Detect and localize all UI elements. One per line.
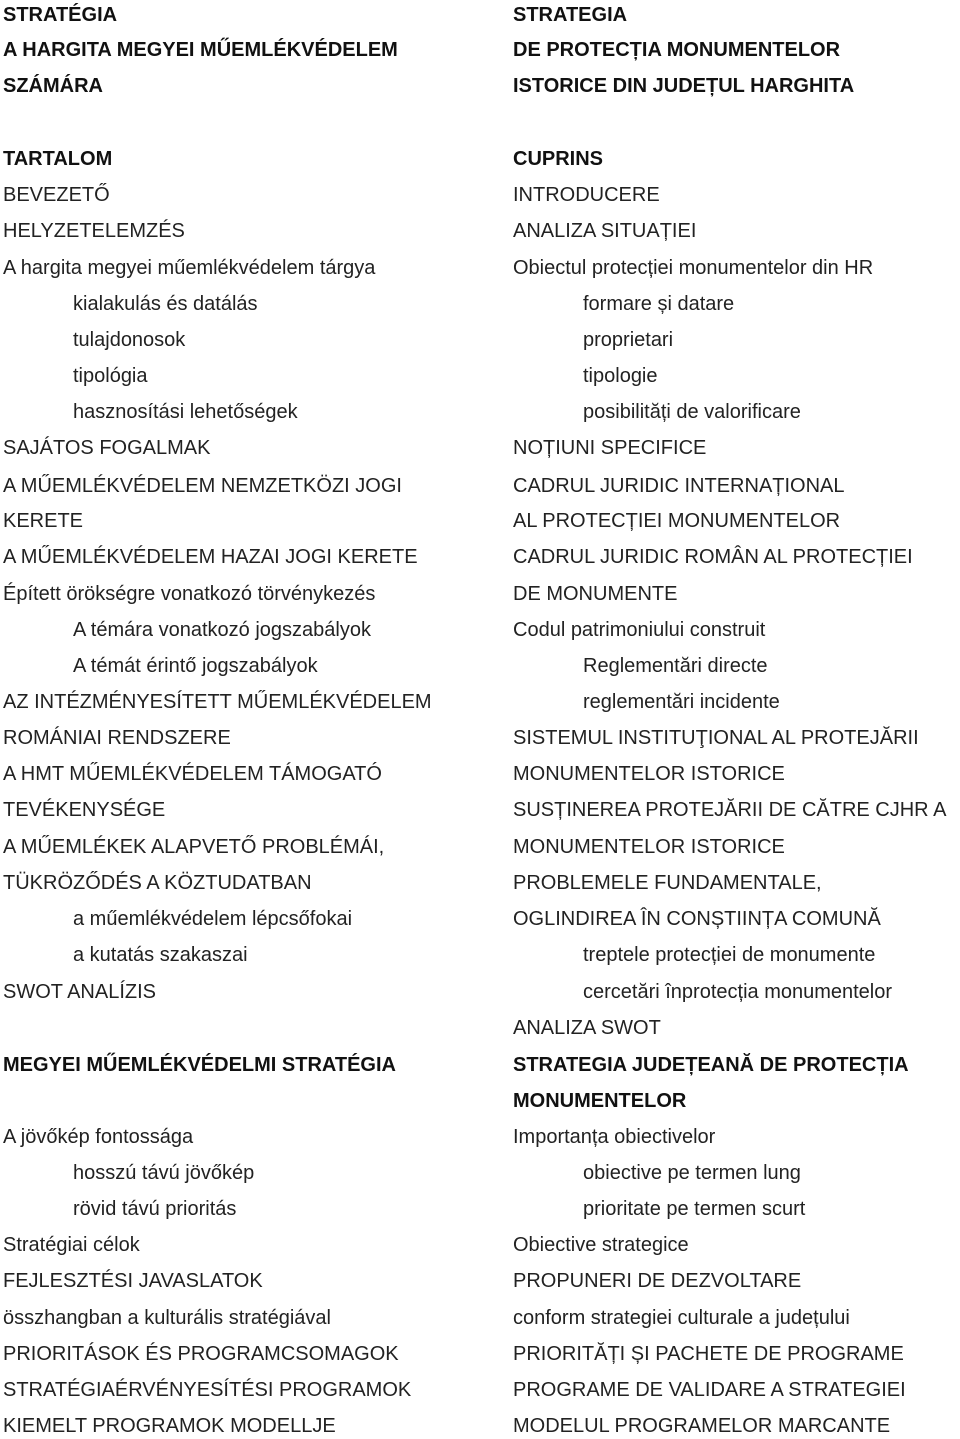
toc-entry-romaniai-rendszere: ROMÁNIAI RENDSZERE bbox=[3, 727, 231, 749]
toc-entry-propuneri-de-dezvoltare: PROPUNERI DE DEZVOLTARE bbox=[513, 1270, 802, 1292]
toc-entry-cercetari-inprotectia-monumentelor: cercetări înprotecția monumentelor bbox=[583, 981, 893, 1003]
toc-entry-swot-analizis: SWOT ANALÍZIS bbox=[3, 981, 156, 1003]
toc-entry-notiuni-specifice: NOȚIUNI SPECIFICE bbox=[513, 437, 707, 459]
toc-entry-modelul-programelor-marcante: MODELUL PROGRAMELOR MARCANTE bbox=[513, 1415, 891, 1437]
toc-entry-a-jovokep-fontossaga: A jövőkép fontossága bbox=[3, 1126, 194, 1148]
toc-entry-posibilitati-de-valorificare: posibilități de valorificare bbox=[583, 401, 801, 423]
toc-entry-epitett-oroksegre-vonatkozo-torvenykezes: Épített örökségre vonatkozó törvénykezés bbox=[3, 583, 376, 605]
toc-entry-obiectul-protectiei-monumentelor-din-hr: Obiectul protecției monumentelor din HR bbox=[513, 257, 874, 279]
toc-entry-analiza-situatiei: ANALIZA SITUAȚIEI bbox=[513, 220, 697, 242]
heading-tartalom: TARTALOM bbox=[3, 148, 113, 170]
toc-entry-prioritati-si-pachete-de-programe: PRIORITĂȚI ȘI PACHETE DE PROGRAME bbox=[513, 1343, 904, 1365]
toc-entry-a-temara-vonatkozo-jogszabalyok: A témára vonatkozó jogszabályok bbox=[73, 619, 371, 641]
toc-entry-problemele-fundamentale: PROBLEMELE FUNDAMENTALE, bbox=[513, 872, 822, 894]
toc-entry-reglementari-incidente: reglementări incidente bbox=[583, 691, 780, 713]
heading-monumentelor: MONUMENTELOR bbox=[513, 1090, 687, 1112]
heading-strategia: STRATÉGIA bbox=[3, 4, 118, 26]
toc-entry-kialakulas-es-datalas: kialakulás és datálás bbox=[73, 293, 258, 315]
toc-entry-al-protectiei-monumentelor: AL PROTECȚIEI MONUMENTELOR bbox=[513, 510, 841, 532]
toc-entry-a-muemlekek-alapveto-problemai: A MŰEMLÉKEK ALAPVETŐ PROBLÉMÁI, bbox=[3, 836, 385, 858]
toc-entry-strategiaervenyesitesi-programok: STRATÉGIAÉRVÉNYESÍTÉSI PROGRAMOK bbox=[3, 1379, 412, 1401]
toc-entry-strategiai-celok: Stratégiai célok bbox=[3, 1234, 140, 1256]
heading-de-protectia-monumentelor: DE PROTECȚIA MONUMENTELOR bbox=[513, 39, 841, 61]
toc-entry-formare-si-datare: formare și datare bbox=[583, 293, 735, 315]
toc-entry-a-kutatas-szakaszai: a kutatás szakaszai bbox=[73, 944, 248, 966]
toc-entry-tipologia: tipológia bbox=[73, 365, 148, 387]
heading-megyei-muemlekvedelmi-strategia: MEGYEI MŰEMLÉKVÉDELMI STRATÉGIA bbox=[3, 1054, 396, 1076]
toc-entry-osszhangban-a-kulturalis-strategiaval: összhangban a kulturális stratégiával bbox=[3, 1307, 331, 1329]
toc-entry-a-muemlekvedelem-hazai-jogi-kerete: A MŰEMLÉKVÉDELEM HAZAI JOGI KERETE bbox=[3, 546, 418, 568]
toc-entry-prioritate-pe-termen-scurt: prioritate pe termen scurt bbox=[583, 1198, 806, 1220]
toc-entry-sistemul-institutional-al-protejarii: SISTEMUL INSTITUŢIONAL AL PROTEJĂRII bbox=[513, 727, 919, 749]
heading-a-hargita-megyei-muemlekvedelem: A HARGITA MEGYEI MŰEMLÉKVÉDELEM bbox=[3, 39, 398, 61]
toc-entry-tukrozodes-a-koztudatban: TÜKRÖZŐDÉS A KÖZTUDATBAN bbox=[3, 872, 312, 894]
toc-entry-introducere: INTRODUCERE bbox=[513, 184, 660, 206]
heading-strategia: STRATEGIA bbox=[513, 4, 628, 26]
toc-entry-fejlesztesi-javaslatok: FEJLESZTÉSI JAVASLATOK bbox=[3, 1270, 263, 1292]
toc-entry-importanta-obiectivelor: Importanța obiectivelor bbox=[513, 1126, 716, 1148]
toc-entry-cadrul-juridic-roman-al-protectiei: CADRUL JURIDIC ROMÂN AL PROTECȚIEI bbox=[513, 546, 913, 568]
toc-entry-codul-patrimoniului-construit: Codul patrimoniului construit bbox=[513, 619, 766, 641]
heading-cuprins: CUPRINS bbox=[513, 148, 604, 170]
toc-entry-rovid-tavu-prioritas: rövid távú prioritás bbox=[73, 1198, 237, 1220]
toc-entry-obiective-pe-termen-lung: obiective pe termen lung bbox=[583, 1162, 801, 1184]
heading-szamara: SZÁMÁRA bbox=[3, 75, 103, 97]
toc-entry-prioritasok-es-programcsomagok: PRIORITÁSOK ÉS PROGRAMCSOMAGOK bbox=[3, 1343, 399, 1365]
toc-entry-helyzetelemzes: HELYZETELEMZÉS bbox=[3, 220, 185, 242]
toc-entry-analiza-swot: ANALIZA SWOT bbox=[513, 1017, 661, 1039]
toc-entry-sustinerea-protejarii-de-catre-cjhr-a: SUSȚINEREA PROTEJĂRII DE CĂTRE CJHR A bbox=[513, 799, 947, 821]
toc-entry-a-temat-erinto-jogszabalyok: A témát érintő jogszabályok bbox=[73, 655, 318, 677]
toc-entry-reglementari-directe: Reglementări directe bbox=[583, 655, 768, 677]
toc-entry-cadrul-juridic-international: CADRUL JURIDIC INTERNAȚIONAL bbox=[513, 475, 845, 497]
heading-strategia-judeteana-de-protectia: STRATEGIA JUDEȚEANĂ DE PROTECȚIA bbox=[513, 1054, 909, 1076]
toc-entry-a-hmt-muemlekvedelem-tamogato: A HMT MŰEMLÉKVÉDELEM TÁMOGATÓ bbox=[3, 763, 382, 785]
toc-entry-hosszu-tavu-jovokep: hosszú távú jövőkép bbox=[73, 1162, 255, 1184]
toc-entry-kerete: KERETE bbox=[3, 510, 84, 532]
toc-entry-a-muemlekvedelem-lepcsofokai: a műemlékvédelem lépcsőfokai bbox=[73, 908, 353, 930]
toc-entry-treptele-protectiei-de-monumente: treptele protecției de monumente bbox=[583, 944, 876, 966]
toc-entry-programe-de-validare-a-strategiei: PROGRAME DE VALIDARE A STRATEGIEI bbox=[513, 1379, 906, 1401]
toc-entry-bevezeto: BEVEZETŐ bbox=[3, 184, 110, 206]
toc-entry-de-monumente: DE MONUMENTE bbox=[513, 583, 678, 605]
toc-entry-tipologie: tipologie bbox=[583, 365, 658, 387]
toc-entry-tevekenysege: TEVÉKENYSÉGE bbox=[3, 799, 166, 821]
toc-entry-tulajdonosok: tulajdonosok bbox=[73, 329, 186, 351]
heading-istorice-din-judetul-harghita: ISTORICE DIN JUDEȚUL HARGHITA bbox=[513, 75, 855, 97]
toc-entry-conform-strategiei-culturale-a-judetului: conform strategiei culturale a județului bbox=[513, 1307, 850, 1329]
toc-entry-obiective-strategice: Obiective strategice bbox=[513, 1234, 689, 1256]
toc-entry-sajatos-fogalmak: SAJÁTOS FOGALMAK bbox=[3, 437, 211, 459]
toc-entry-proprietari: proprietari bbox=[583, 329, 674, 351]
toc-entry-a-muemlekvedelem-nemzetkozi-jogi: A MŰEMLÉKVÉDELEM NEMZETKÖZI JOGI bbox=[3, 475, 402, 497]
toc-entry-az-intezmenyesitett-muemlekvedelem: AZ INTÉZMÉNYESÍTETT MŰEMLÉKVÉDELEM bbox=[3, 691, 432, 713]
toc-entry-oglindirea-in-constiinta-comuna: OGLINDIREA ÎN CONȘTIINȚA COMUNĂ bbox=[513, 908, 881, 930]
toc-entry-monumentelor-istorice: MONUMENTELOR ISTORICE bbox=[513, 763, 785, 785]
toc-entry-kiemelt-programok-modellje: KIEMELT PROGRAMOK MODELLJE bbox=[3, 1415, 336, 1437]
toc-entry-a-hargita-megyei-muemlekvedelem-targya: A hargita megyei műemlékvédelem tárgya bbox=[3, 257, 376, 279]
toc-entry-monumentelor-istorice: MONUMENTELOR ISTORICE bbox=[513, 836, 785, 858]
toc-entry-hasznositasi-lehetosegek: hasznosítási lehetőségek bbox=[73, 401, 298, 423]
